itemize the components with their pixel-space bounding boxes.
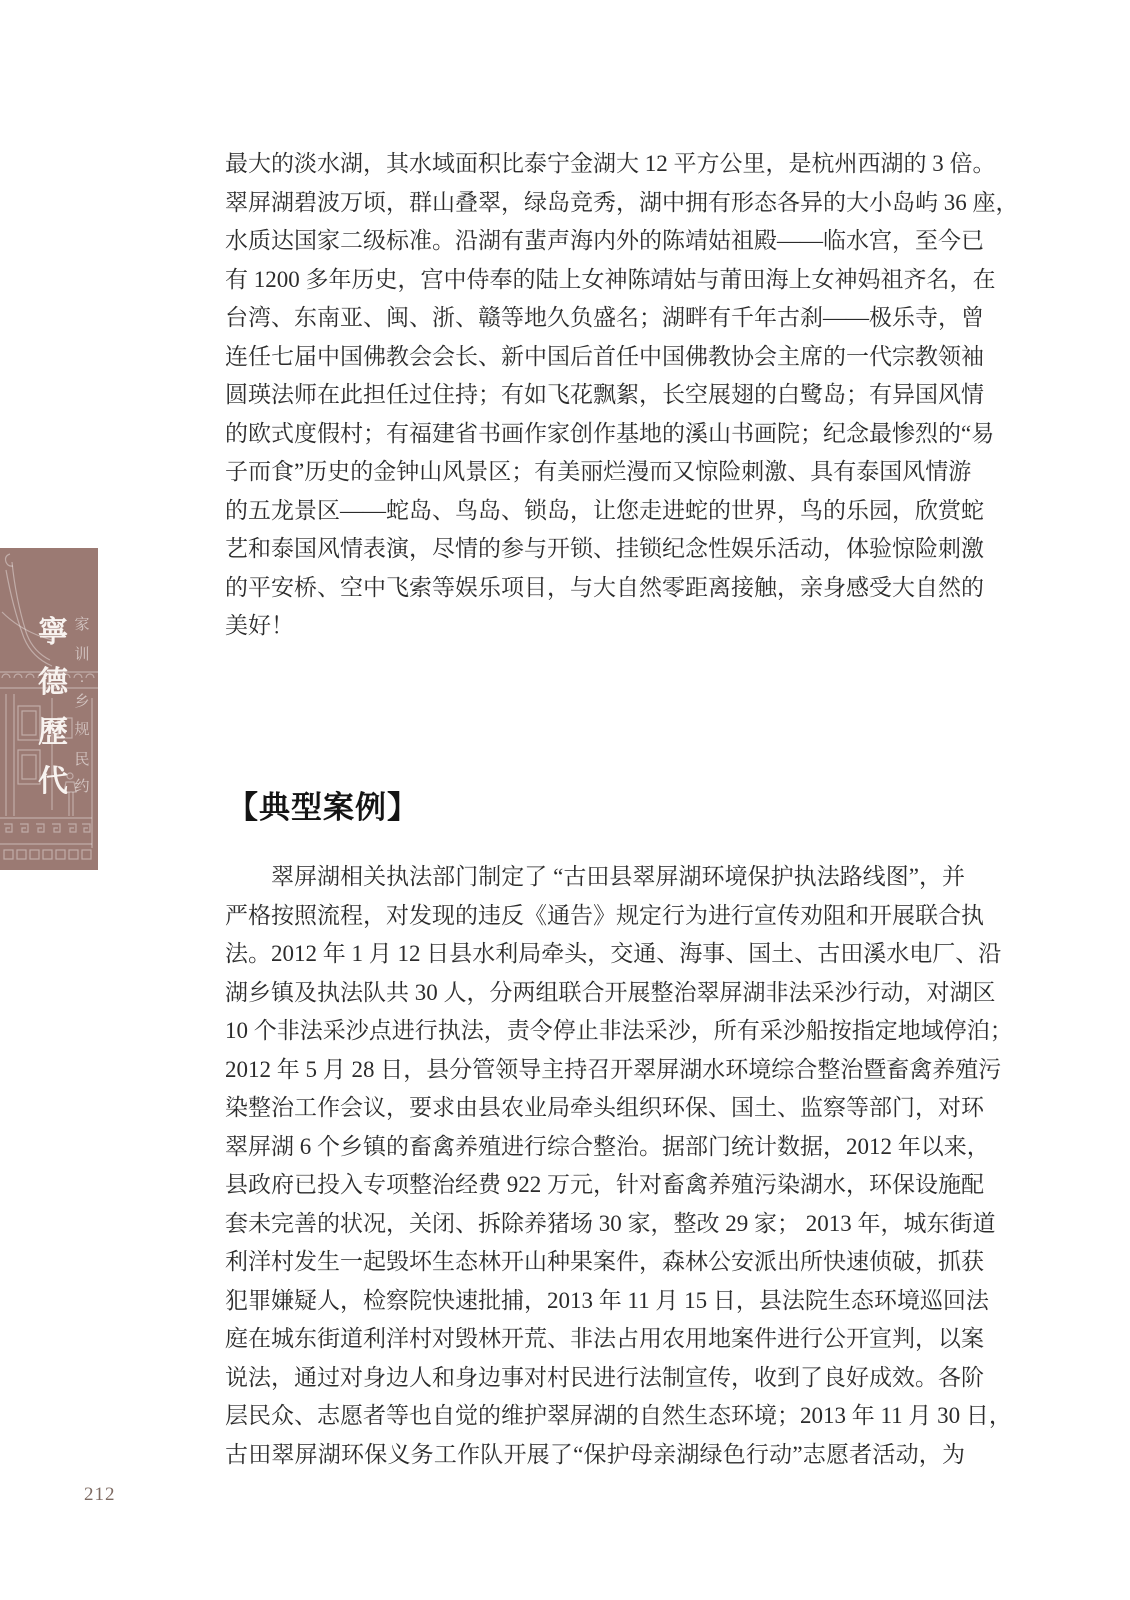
text-line: 2012 年 5 月 28 日，县分管领导主持召开翠屏湖水环境综合整治暨畜禽养殖污 bbox=[225, 1056, 1002, 1082]
text-line: 说法，通过对身边人和身边事对村民进行法制宣传，收到了良好成效。各阶 bbox=[225, 1364, 984, 1390]
sidebar-title-char: 德 bbox=[38, 666, 68, 699]
paragraph-2 bbox=[225, 858, 1013, 1474]
text-line: 有 1200 多年历史，宫中侍奉的陆上女神陈靖姑与莆田海上女神妈祖齐名，在 bbox=[225, 266, 996, 292]
text-line: 连任七届中国佛教会会长、新中国后首任中国佛教协会主席的一代宗教领袖 bbox=[225, 343, 984, 369]
text-line: 美好！ bbox=[225, 613, 294, 638]
sidebar-book-tab bbox=[0, 548, 98, 870]
section-header: 【典型案例】 bbox=[227, 790, 419, 825]
sidebar-subtitle-char: 民 bbox=[74, 752, 90, 768]
sidebar-subtitle-char: 训 bbox=[74, 647, 90, 663]
text-line: 犯罪嫌疑人，检察院快速批捕，2013 年 11 月 15 日，县法院生态环境巡回法 bbox=[225, 1287, 989, 1313]
text-line: 县政府已投入专项整治经费 922 万元，针对畜禽养殖污染湖水，环保设施配 bbox=[225, 1172, 984, 1197]
text-line: 严格按照流程，对发现的违反《通告》规定行为进行宣传劝阻和开展联合执 bbox=[225, 902, 984, 928]
text-line: 10 个非法采沙点进行执法，责令停止非法采沙，所有采沙船按指定地域停泊； bbox=[225, 1018, 1013, 1043]
text-line: 古田翠屏湖环保义务工作队开展了“保护母亲湖绿色行动”志愿者活动，为 bbox=[225, 1441, 965, 1467]
text-line: 翠屏湖 6 个乡镇的畜禽养殖进行综合整治。据部门统计数据，2012 年以来， bbox=[225, 1133, 990, 1159]
sidebar-subtitle-char: · bbox=[79, 674, 85, 690]
sidebar-title-char: 代 bbox=[38, 765, 68, 798]
text-line: 圆瑛法师在此担任过住持；有如飞花飘絮，长空展翅的白鹭岛；有异国风情 bbox=[225, 382, 984, 407]
sidebar-subtitle-char: 规 bbox=[74, 722, 90, 738]
text-line: 层民众、志愿者等也自觉的维护翠屏湖的自然生态环境；2013 年 11 月 30 日， bbox=[225, 1403, 1012, 1428]
text-line: 翠屏湖相关执法部门制定了 “古田县翠屏湖环境保护执法路线图”，并 bbox=[271, 864, 965, 889]
page-number: 212 bbox=[84, 1484, 116, 1505]
text-line: 利洋村发生一起毁坏生态林开山种果案件，森林公安派出所快速侦破，抓获 bbox=[225, 1249, 984, 1274]
text-line: 的欧式度假村；有福建省书画作家创作基地的溪山书画院；纪念最惨烈的“易 bbox=[225, 420, 995, 446]
text-line: 的平安桥、空中飞索等娱乐项目，与大自然零距离接触，亲身感受大自然的 bbox=[225, 574, 984, 600]
text-line: 水质达国家二级标准。沿湖有蜚声海内外的陈靖姑祖殿——临水宫，至今已 bbox=[225, 228, 984, 253]
sidebar-title-char: 歷 bbox=[38, 716, 68, 749]
sidebar-title-char: 寧 bbox=[38, 616, 68, 649]
text-line: 子而食”历史的金钟山风景区；有美丽烂漫而又惊险刺激、具有泰国风情游 bbox=[225, 459, 972, 484]
sidebar-subtitle-char: 家 bbox=[74, 617, 90, 633]
text-line: 的五龙景区——蛇岛、鸟岛、锁岛，让您走进蛇的世界，鸟的乐园，欣赏蛇 bbox=[225, 497, 984, 523]
text-line: 最大的淡水湖，其水域面积比泰宁金湖大 12 平方公里，是杭州西湖的 3 倍。 bbox=[225, 151, 996, 176]
text-line: 套未完善的状况，关闭、拆除养猪场 30 家，整改 29 家； 2013 年，城东街道 bbox=[225, 1210, 996, 1236]
paragraph-1 bbox=[225, 145, 1019, 646]
text-line: 翠屏湖碧波万顷，群山叠翠，绿岛竞秀，湖中拥有形态各异的大小岛屿 36 座， bbox=[225, 189, 1019, 215]
sidebar-subtitle-char: 乡 bbox=[74, 694, 90, 710]
text-line: 艺和泰国风情表演，尽情的参与开锁、挂锁纪念性娱乐活动，体验惊险刺激 bbox=[225, 536, 984, 561]
sidebar-subtitle-char: 约 bbox=[74, 779, 90, 795]
text-line: 染整治工作会议，要求由县农业局牵头组织环保、国土、监察等部门，对环 bbox=[225, 1095, 984, 1120]
text-line: 湖乡镇及执法队共 30 人，分两组联合开展整治翠屏湖非法采沙行动，对湖区 bbox=[225, 979, 996, 1005]
text-line: 台湾、东南亚、闽、浙、赣等地久负盛名；湖畔有千年古刹——极乐寺，曾 bbox=[225, 305, 984, 330]
text-line: 法。2012 年 1 月 12 日县水利局牵头，交通、海事、国土、古田溪水电厂、沿 bbox=[225, 941, 1002, 966]
text-line: 庭在城东街道利洋村对毁林开荒、非法占用农用地案件进行公开宣判，以案 bbox=[225, 1326, 984, 1351]
